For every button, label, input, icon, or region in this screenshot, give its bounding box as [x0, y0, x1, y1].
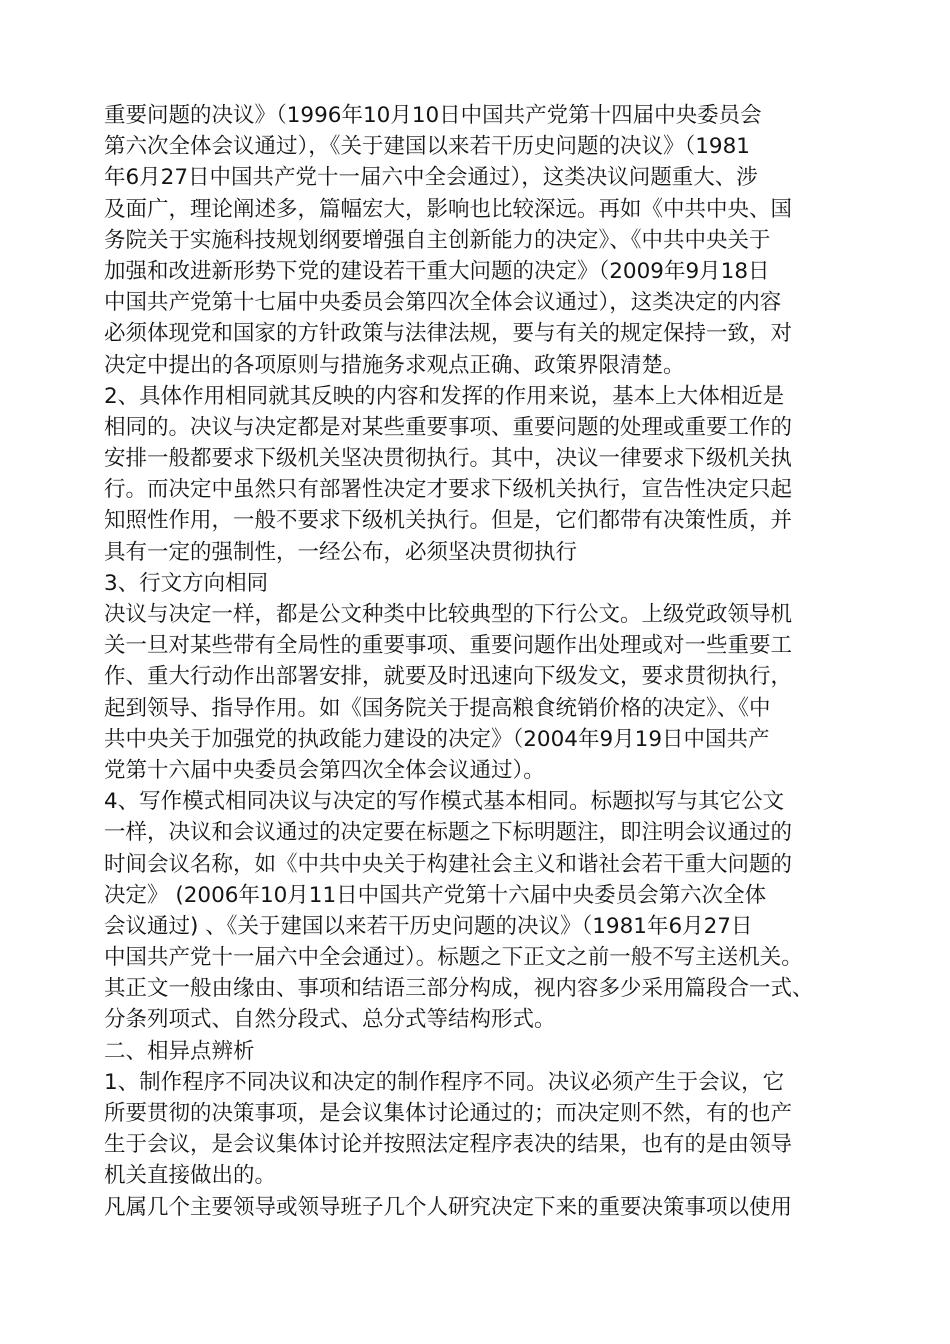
text-line: 分条列项式、自然分段式、总分式等结构形式。: [104, 1007, 556, 1033]
document-body: [104, 100, 884, 1223]
text-line: 关一旦对某些带有全局性的重要事项、重要问题作出处理或对一些重要工: [104, 633, 793, 659]
text-line: 必须体现党和国家的方针政策与法律法规，要与有关的规定保持一致，对: [104, 321, 793, 347]
text-line: 机关直接做出的。: [104, 1163, 277, 1189]
text-line: 中国共产党第十七届中央委员会第四次全体会议通过），这类决定的内容: [104, 290, 782, 316]
text-line: 加强和改进新形势下党的建设若干重大问题的决定》（2009年9月18日: [104, 258, 770, 284]
text-line: 知照性作用，一般不要求下级机关执行。但是，它们都带有决策性质，并: [104, 508, 793, 534]
section-heading-line: 4、写作模式相同决议与决定的写作模式基本相同。标题拟写与其它公文: [104, 789, 785, 815]
text-line: 决定》 (2006年10月11日中国共产党第十六届中央委员会第六次全体: [104, 882, 767, 908]
section-heading-line: 二、相异点辨析: [104, 1038, 255, 1064]
text-line: 务院关于实施科技规划纲要增强自主创新能力的决定》、《中共中央关于: [104, 227, 771, 253]
text-line: 及面广，理论阐述多，篇幅宏大，影响也比较深远。再如《中共中央、国: [104, 196, 793, 222]
text-line: 安排一般都要求下级机关坚决贯彻执行。其中，决议一律要求下级机关执: [104, 446, 793, 472]
text-line: 生于会议，是会议集体讨论并按照法定程序表决的结果，也有的是由领导: [104, 1132, 793, 1158]
text-line: 起到领导、指导作用。如《国务院关于提高粮食统销价格的决定》、《中: [104, 695, 771, 721]
text-line: 决定中提出的各项原则与措施务求观点正确、政策界限清楚。: [104, 352, 685, 378]
text-line: 具有一定的强制性，一经公布，必须坚决贯彻执行: [104, 539, 578, 565]
text-line: 作、重大行动作出部署安排，就要及时迅速向下级发文，要求贯彻执行，: [104, 664, 793, 690]
text-line: 一样，决议和会议通过的决定要在标题之下标明题注，即注明会议通过的: [104, 820, 793, 846]
section-heading-line: 2、具体作用相同就其反映的内容和发挥的作用来说，基本上大体相近是: [104, 383, 785, 409]
text-line: 时间会议名称，如《中共中央关于构建社会主义和谐社会若干重大问题的: [104, 851, 793, 877]
text-line: 重要问题的决议》（1996年10月10日中国共产党第十四届中央委员会: [104, 103, 762, 128]
text-line: 共中央关于加强党的执政能力建设的决定》（2004年9月19日中国共产: [104, 726, 770, 752]
text-line: 其正文一般由缘由、事项和结语三部分构成，视内容多少采用篇段合一式、: [104, 976, 814, 1002]
text-line: 第六次全体会议通过），《关于建国以来若干历史问题的决议》（1981: [104, 134, 750, 160]
text-line: 所要贯彻的决策事项，是会议集体讨论通过的；而决定则不然，有的也产: [104, 1101, 793, 1126]
text-line: 党第十六届中央委员会第四次全体会议通过）。: [104, 757, 545, 783]
text-line: 凡属几个主要领导或领导班子几个人研究决定下来的重要决策事项以使用: [104, 1194, 793, 1220]
section-heading-line: 3、行文方向相同: [104, 570, 269, 596]
text-line: 中国共产党十一届六中全会通过）。标题之下正文之前一般不写主送机关。: [104, 945, 803, 971]
text-line: 年6月27日中国共产党十一届六中全会通过），这类决议问题重大、涉: [104, 165, 758, 191]
text-line: 相同的。决议与决定都是对某些重要事项、重要问题的处理或重要工作的: [104, 414, 793, 440]
text-line: 决议与决定一样，都是公文种类中比较典型的下行公文。上级党政领导机: [104, 602, 793, 627]
text-line: 会议通过) 、《关于建国以来若干历史问题的决议》（1981年6月27日: [104, 913, 753, 939]
section-heading-line: 1、制作程序不同决议和决定的制作程序不同。决议必须产生于会议，它: [104, 1069, 785, 1095]
text-line: 行。而决定中虽然只有部署性决定才要求下级机关执行，宣告性决定只起: [104, 477, 793, 503]
